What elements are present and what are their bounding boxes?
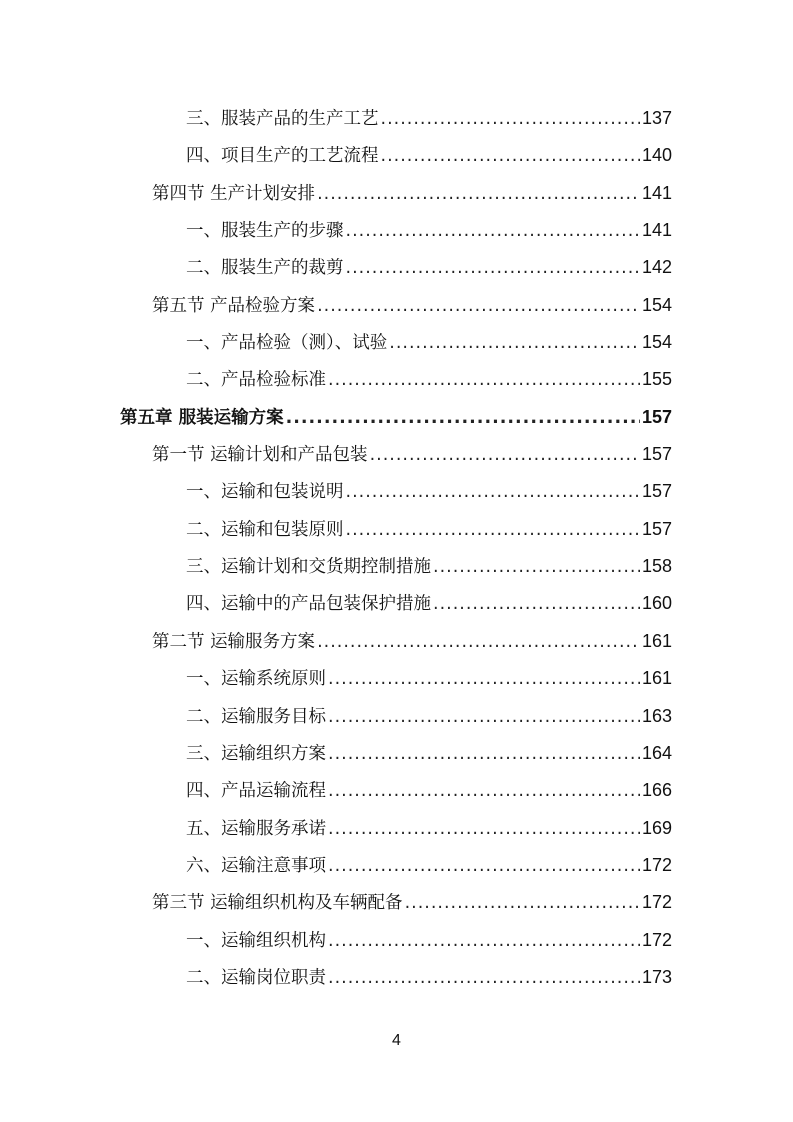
dot-leader bbox=[346, 250, 640, 287]
dot-leader bbox=[317, 624, 640, 661]
toc-subsection-entry[interactable] bbox=[0, 660, 793, 697]
dot-leader bbox=[389, 325, 640, 362]
dot-leader bbox=[381, 101, 640, 138]
toc-entry-page: 172 bbox=[641, 892, 672, 913]
toc-section-entry[interactable] bbox=[0, 623, 793, 660]
toc-entry-page: 158 bbox=[641, 556, 672, 577]
dot-leader bbox=[328, 362, 640, 399]
toc-entry-page: 137 bbox=[641, 108, 672, 128]
toc-subsection-entry[interactable] bbox=[0, 847, 793, 884]
toc-entry-title: 二、运输岗位职责 bbox=[186, 967, 326, 988]
toc-section-entry[interactable] bbox=[0, 884, 793, 921]
toc-subsection-entry[interactable] bbox=[0, 772, 793, 809]
toc-entry-page: 173 bbox=[641, 966, 672, 987]
toc-entry-title: 一、运输和包装说明 bbox=[186, 482, 344, 503]
dot-leader bbox=[346, 213, 640, 250]
toc-section-entry[interactable] bbox=[0, 175, 793, 212]
toc-chapter-entry[interactable] bbox=[0, 399, 793, 436]
toc-subsection-entry[interactable] bbox=[0, 473, 793, 510]
toc-entry-page: 161 bbox=[641, 668, 672, 689]
toc-entry-page: 160 bbox=[641, 593, 672, 614]
toc-entry-title: 第一节 运输计划和产品包装 bbox=[152, 445, 368, 466]
toc-section-entry[interactable] bbox=[0, 287, 793, 324]
toc-subsection-entry[interactable] bbox=[0, 810, 793, 847]
toc-entry-page: 157 bbox=[641, 518, 672, 539]
dot-leader bbox=[328, 736, 640, 773]
toc-entry-title: 二、运输和包装原则 bbox=[186, 519, 344, 540]
dot-leader bbox=[328, 699, 640, 736]
toc-entry-page: 169 bbox=[641, 817, 672, 838]
toc-entry-page: 154 bbox=[641, 294, 672, 315]
toc-entry-page: 166 bbox=[641, 780, 672, 801]
toc-section-entry[interactable] bbox=[0, 436, 793, 473]
toc-entry-title: 三、运输组织方案 bbox=[186, 743, 326, 764]
toc-subsection-entry[interactable] bbox=[0, 324, 793, 361]
toc-subsection-entry[interactable] bbox=[0, 137, 793, 174]
toc-entry-title: 一、运输系统原则 bbox=[186, 669, 326, 690]
toc-entry-title: 二、服装生产的裁剪 bbox=[186, 258, 344, 279]
dot-leader bbox=[346, 512, 640, 549]
toc-entry-page: 163 bbox=[641, 705, 672, 726]
toc-entry-page: 155 bbox=[641, 369, 672, 390]
toc-entry-page: 164 bbox=[641, 742, 672, 763]
toc-entry-title: 四、项目生产的工艺流程 bbox=[186, 146, 379, 167]
toc-subsection-entry[interactable] bbox=[0, 100, 793, 137]
toc-entry-title: 一、服装生产的步骤 bbox=[186, 221, 344, 242]
dot-leader bbox=[328, 960, 640, 997]
toc-entry-page: 157 bbox=[641, 444, 672, 465]
toc-entry-page: 157 bbox=[641, 481, 672, 502]
toc-entry-title: 第三节 运输组织机构及车辆配备 bbox=[152, 893, 403, 914]
toc-entry-page: 157 bbox=[641, 406, 672, 427]
dot-leader bbox=[328, 811, 640, 848]
toc-subsection-entry[interactable] bbox=[0, 698, 793, 735]
toc-entry-title: 第二节 运输服务方案 bbox=[152, 631, 316, 652]
toc-entry-title: 四、产品运输流程 bbox=[186, 781, 326, 802]
toc-entry-page: 142 bbox=[641, 257, 672, 278]
toc-entry-title: 一、产品检验（测）、试验 bbox=[186, 333, 388, 354]
toc-entry-page: 161 bbox=[641, 630, 672, 651]
toc-subsection-entry[interactable] bbox=[0, 249, 793, 286]
dot-leader bbox=[381, 138, 640, 175]
toc-subsection-entry[interactable] bbox=[0, 548, 793, 585]
toc-subsection-entry[interactable] bbox=[0, 922, 793, 959]
toc-subsection-entry[interactable] bbox=[0, 212, 793, 249]
toc-entry-title: 二、运输服务目标 bbox=[186, 706, 326, 727]
dot-leader bbox=[405, 885, 640, 922]
toc-entry-title: 第四节 生产计划安排 bbox=[152, 183, 316, 204]
toc-entry-page: 154 bbox=[641, 332, 672, 353]
toc-entry-title: 六、运输注意事项 bbox=[186, 855, 326, 876]
toc-subsection-entry[interactable] bbox=[0, 959, 793, 996]
dot-leader bbox=[433, 586, 640, 623]
dot-leader bbox=[286, 400, 640, 437]
toc-entry-page: 141 bbox=[641, 220, 672, 241]
dot-leader bbox=[328, 923, 640, 960]
dot-leader bbox=[346, 474, 640, 511]
toc-subsection-entry[interactable] bbox=[0, 511, 793, 548]
toc-subsection-entry[interactable] bbox=[0, 361, 793, 398]
toc-entry-page: 140 bbox=[641, 145, 672, 166]
toc-entry-page: 141 bbox=[641, 182, 672, 203]
toc-subsection-entry[interactable] bbox=[0, 735, 793, 772]
dot-leader bbox=[317, 176, 640, 213]
table-of-contents bbox=[0, 100, 793, 996]
toc-entry-title: 第五章 服装运输方案 bbox=[120, 407, 284, 428]
toc-entry-page: 172 bbox=[641, 929, 672, 950]
dot-leader bbox=[328, 661, 640, 698]
dot-leader bbox=[433, 549, 640, 586]
toc-entry-title: 第五节 产品检验方案 bbox=[152, 295, 316, 316]
toc-entry-title: 二、产品检验标准 bbox=[186, 370, 326, 391]
dot-leader bbox=[317, 288, 640, 325]
toc-entry-title: 五、运输服务承诺 bbox=[186, 818, 326, 839]
toc-entry-title: 四、运输中的产品包装保护措施 bbox=[186, 594, 431, 615]
toc-entry-title: 一、运输组织机构 bbox=[186, 930, 326, 951]
dot-leader bbox=[328, 848, 640, 885]
toc-entry-title: 三、运输计划和交货期控制措施 bbox=[186, 557, 431, 578]
toc-entry-title: 三、服装产品的生产工艺 bbox=[186, 109, 379, 129]
dot-leader bbox=[370, 437, 640, 474]
dot-leader bbox=[328, 773, 640, 810]
toc-entry-page: 172 bbox=[641, 854, 672, 875]
toc-subsection-entry[interactable] bbox=[0, 585, 793, 622]
page-number: 4 bbox=[392, 1032, 401, 1049]
